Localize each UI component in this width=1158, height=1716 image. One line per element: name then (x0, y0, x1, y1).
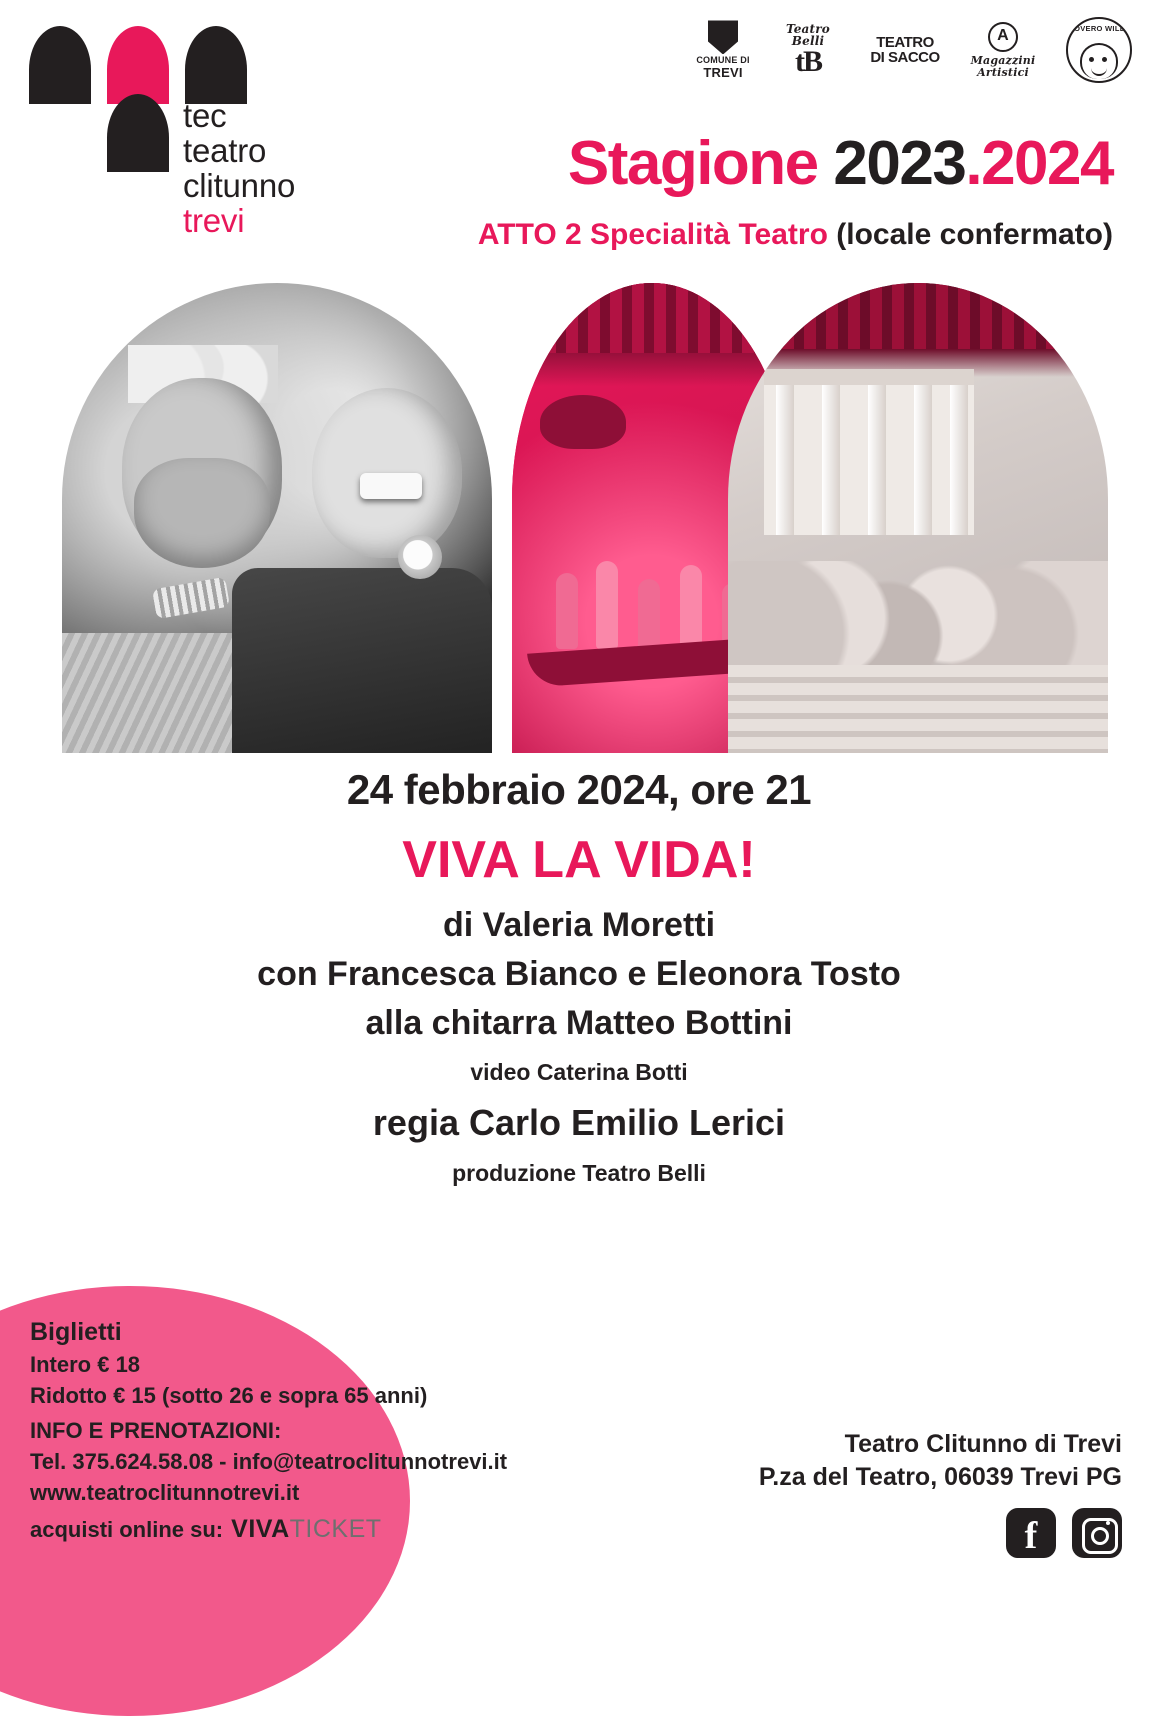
partner-magazzini-line1: Magazzini (970, 53, 1036, 67)
website-link[interactable]: www.teatroclitunnotrevi.it (30, 1480, 300, 1505)
vivaticket-ticket: TICKET (289, 1515, 382, 1543)
show-author: di Valeria Moretti (442, 906, 716, 944)
partner-magazzini-line2: Artistici (977, 65, 1029, 79)
logo-arch-1 (29, 26, 91, 104)
photo-crowd (728, 561, 1108, 665)
partner-belli-script: Teatro Belli (785, 22, 831, 48)
partner-logo-comune-di-trevi (696, 20, 750, 79)
logo-line-clitunno: clitunno (183, 166, 296, 204)
photo-temple (764, 369, 974, 535)
poster-header (0, 0, 1158, 275)
photo-smile (360, 473, 422, 499)
photo-tree (540, 395, 626, 449)
instagram-dot (1106, 1521, 1110, 1525)
show-production: produzione Teatro Belli (452, 1160, 706, 1186)
show-details (0, 766, 1158, 1187)
logo-line-teatro: teatro (183, 131, 267, 169)
photo-column (822, 385, 840, 535)
online-purchase-line (30, 1515, 650, 1544)
vivaticket-logo[interactable] (231, 1515, 381, 1544)
photo-column (776, 385, 794, 535)
willy-eye-right (1102, 57, 1107, 62)
contact-line[interactable]: Tel. 375.624.58.08 - info@teatroclitunnotrevi.it (30, 1449, 508, 1474)
partner-logos (696, 10, 1136, 90)
venue-confirmed-note: (locale confermato) (836, 218, 1113, 251)
logo-line-tec: tec (183, 97, 227, 134)
partner-disacco-line1: TEATRO (876, 34, 934, 51)
facebook-icon[interactable] (1006, 1508, 1056, 1558)
instagram-lens (1091, 1527, 1109, 1545)
photo-scene-grey-arch (728, 283, 1108, 753)
show-cast: con Francesca Bianco e Eleonora Tosto (257, 955, 901, 993)
partner-logo-magazzini-artistici (966, 22, 1040, 78)
partner-disacco-line2: DI SACCO (870, 49, 940, 66)
tickets-heading: Biglietti (30, 1318, 122, 1346)
show-director: regia Carlo Emilio Lerici (372, 1102, 786, 1143)
venue-address: P.za del Teatro, 06039 Trevi PG (758, 1462, 1122, 1491)
logo-wordmark (183, 99, 295, 239)
logo-arch-3 (185, 26, 247, 104)
partner-logo-teatro-belli (772, 23, 844, 77)
photo-column (950, 385, 968, 535)
logo-arch-2 (107, 26, 169, 104)
info-heading: INFO E PRENOTAZIONI: (30, 1418, 282, 1443)
willy-mouth (1091, 67, 1107, 76)
ticket-price-full: Intero € 18 (30, 1352, 141, 1377)
photo-frida-arch (62, 283, 492, 753)
photo-figure (596, 561, 618, 649)
ticket-price-reduced: Ridotto € 15 (sotto 26 e sopra 65 anni) (30, 1383, 428, 1408)
photo-figure (638, 579, 660, 649)
show-video-credit: video Caterina Botti (470, 1059, 688, 1085)
photo-frida-image (62, 283, 492, 753)
partner-comune-line2: TREVI (703, 64, 743, 80)
instagram-icon[interactable] (1072, 1508, 1122, 1558)
facebook-glyph: f (1024, 1515, 1038, 1557)
willy-face-icon (1080, 43, 1118, 79)
season-title (568, 128, 1113, 199)
anarchy-a-icon: A (988, 22, 1018, 52)
season-year-2: 2024 (981, 129, 1113, 198)
photo-steps (728, 665, 1108, 753)
tickets-block (30, 1318, 650, 1544)
partner-belli-mark: tB (795, 45, 821, 78)
season-separator: . (965, 129, 982, 198)
online-purchase-label: acquisti online su: (30, 1517, 224, 1542)
season-word: Stagione (567, 129, 818, 198)
photo-curtain-dark (728, 283, 1108, 349)
partner-comune-line1: COMUNE DI (696, 55, 750, 66)
act-label: ATTO 2 Specialità Teatro (477, 218, 828, 251)
willy-badge-icon (1066, 17, 1132, 83)
social-links (1006, 1508, 1122, 1558)
show-date: 24 febbraio 2024, ore 21 (346, 766, 812, 813)
venue-block (759, 1428, 1122, 1493)
logo-arch-4 (107, 94, 169, 172)
tec-logo (18, 14, 348, 239)
photo-figure (680, 565, 702, 649)
poster-image-band (62, 283, 1108, 753)
photo-hands (134, 458, 270, 568)
photo-column (914, 385, 932, 535)
partner-willy-label: POVERO WILLY (1068, 24, 1130, 33)
show-guitar-credit: alla chitarra Matteo Bottini (365, 1004, 793, 1042)
venue-name: Teatro Clitunno di Trevi (844, 1430, 1122, 1458)
willy-eye-left (1089, 57, 1094, 62)
photo-scene-grey-image (728, 283, 1108, 753)
photo-column (868, 385, 886, 535)
photo-bracelet (152, 577, 230, 619)
show-title: VIVA LA VIDA! (402, 831, 756, 889)
act-subtitle (478, 218, 1113, 252)
logo-line-trevi: trevi (183, 201, 245, 239)
partner-logo-teatro-di-sacco (866, 35, 944, 65)
photo-coat (232, 568, 492, 753)
photo-rose (398, 535, 442, 579)
partner-logo-povero-willy (1062, 17, 1136, 83)
photo-figure (556, 573, 578, 649)
vivaticket-viva: VIVA (231, 1515, 290, 1543)
crest-icon (708, 20, 738, 54)
season-year-1: 2023 (833, 129, 966, 198)
